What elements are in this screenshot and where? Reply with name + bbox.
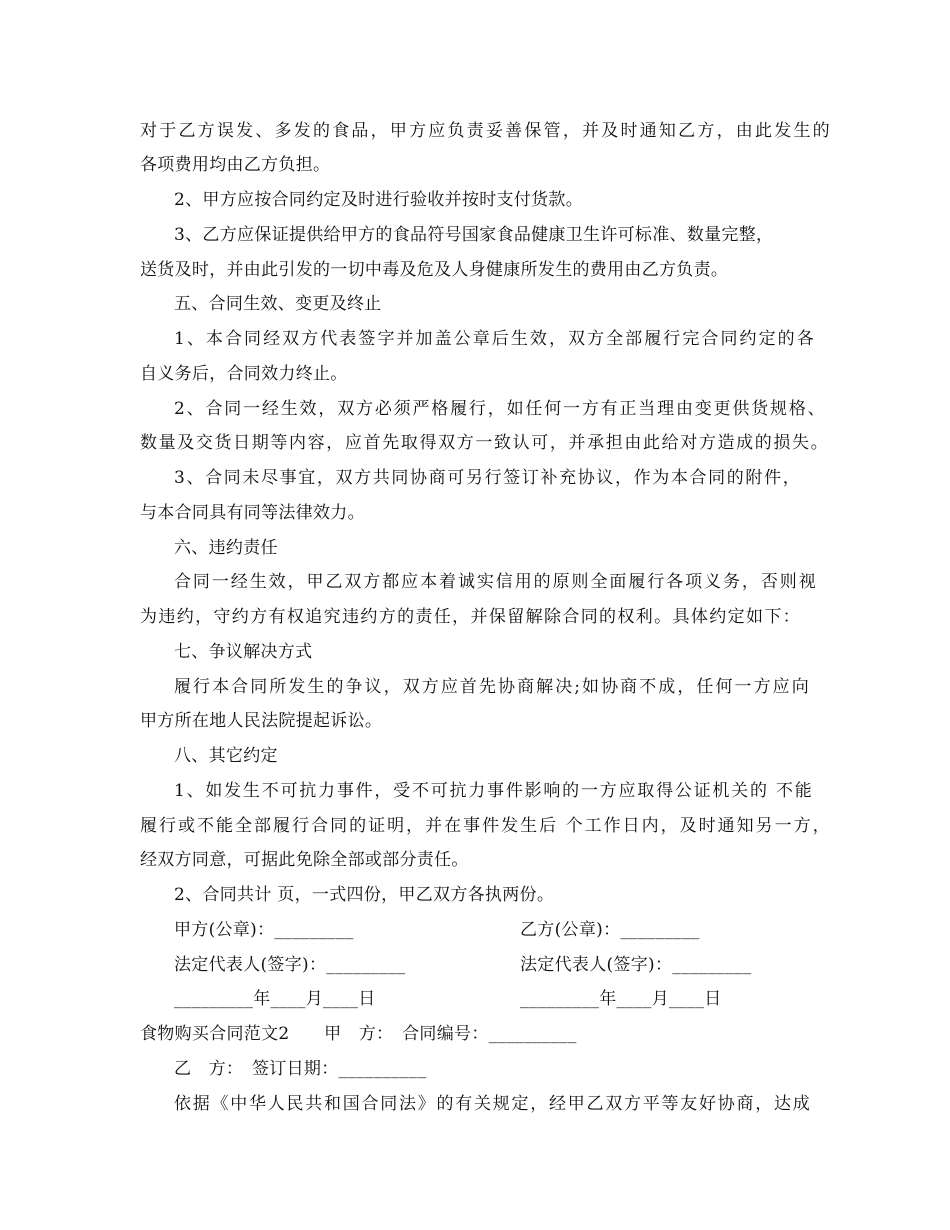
body-text-line: 对于乙方误发、多发的食品，甲方应负责妥善保管，并及时通知乙方，由此发生的 [140,121,830,141]
party-b-date: _________年____月____日 [520,989,722,1009]
party-a-seal: 甲方(公章)：_________ [174,920,354,940]
body-text-line: 数量及交货日期等内容，应首先取得双方一致认可，并承担由此给对方造成的损失。 [140,433,828,453]
body-text-line: 3、合同未尽事宜，双方共同协商可另行签订补充协议，作为本合同的附件， [174,468,800,488]
party-a-date: _________年____月____日 [174,989,376,1009]
body-text-line: 自义务后，合同效力终止。 [140,364,348,384]
body-text-line: 履行本合同所发生的争议，双方应首先协商解决;如协商不成，任何一方应向 [174,677,809,697]
body-text-line: 合同一经生效，甲乙双方都应本着诚实信用的原则全面履行各项义务，否则视 [174,572,816,592]
party-b-seal: 乙方(公章)：_________ [520,920,700,940]
party-b-representative: 法定代表人(签字)：_________ [520,955,752,975]
body-text-line: 2、甲方应按合同约定及时进行验收并按时支付货款。 [174,190,584,210]
next-contract-header: 食物购买合同范文2 甲 方： 合同编号：__________ [140,1024,577,1044]
next-contract-party: 乙 方： 签订日期：__________ [174,1059,427,1079]
section-heading: 七、争议解决方式 [174,642,313,662]
body-text-line: 经双方同意，可据此免除全部或部分责任。 [140,850,469,870]
body-text-line: 各项费用均由乙方负担。 [140,155,331,175]
section-heading: 八、其它约定 [174,746,278,766]
body-text-line: 3、乙方应保证提供给甲方的食品符号国家食品健康卫生许可标准、数量完整， [174,225,774,245]
body-text-line: 1、本合同经双方代表签字并加盖公章后生效，双方全部履行完合同约定的各 [174,329,814,349]
body-text-line: 送货及时，并由此引发的一切中毒及危及人身健康所发生的费用由乙方负责。 [140,260,729,280]
body-text-line: 与本合同具有同等法律效力。 [140,503,365,523]
section-heading: 五、合同生效、变更及终止 [174,294,382,314]
body-text-line: 履行或不能全部履行合同的证明，并在事件发生后 个工作日内，及时通知另一方， [140,816,830,836]
body-text-line: 为违约，守约方有权追究违约方的责任，并保留解除合同的权利。具体约定如下： [140,607,800,627]
section-heading: 六、违约责任 [174,538,278,558]
party-a-representative: 法定代表人(签字)：_________ [174,955,406,975]
body-text-line: 2、合同一经生效，双方必须严格履行，如任何一方有正当理由变更供货规格、 [174,399,825,419]
body-text-line: 1、如发生不可抗力事件，受不可抗力事件影响的一方应取得公证机关的 不能 [174,781,812,801]
body-text-line: 2、合同共计 页，一式四份，甲乙双方各执两份。 [174,885,555,905]
body-text-line: 依据《中华人民共和国合同法》的有关规定，经甲乙双方平等友好协商，达成 [174,1094,810,1114]
body-text-line: 甲方所在地人民法院提起诉讼。 [140,711,383,731]
